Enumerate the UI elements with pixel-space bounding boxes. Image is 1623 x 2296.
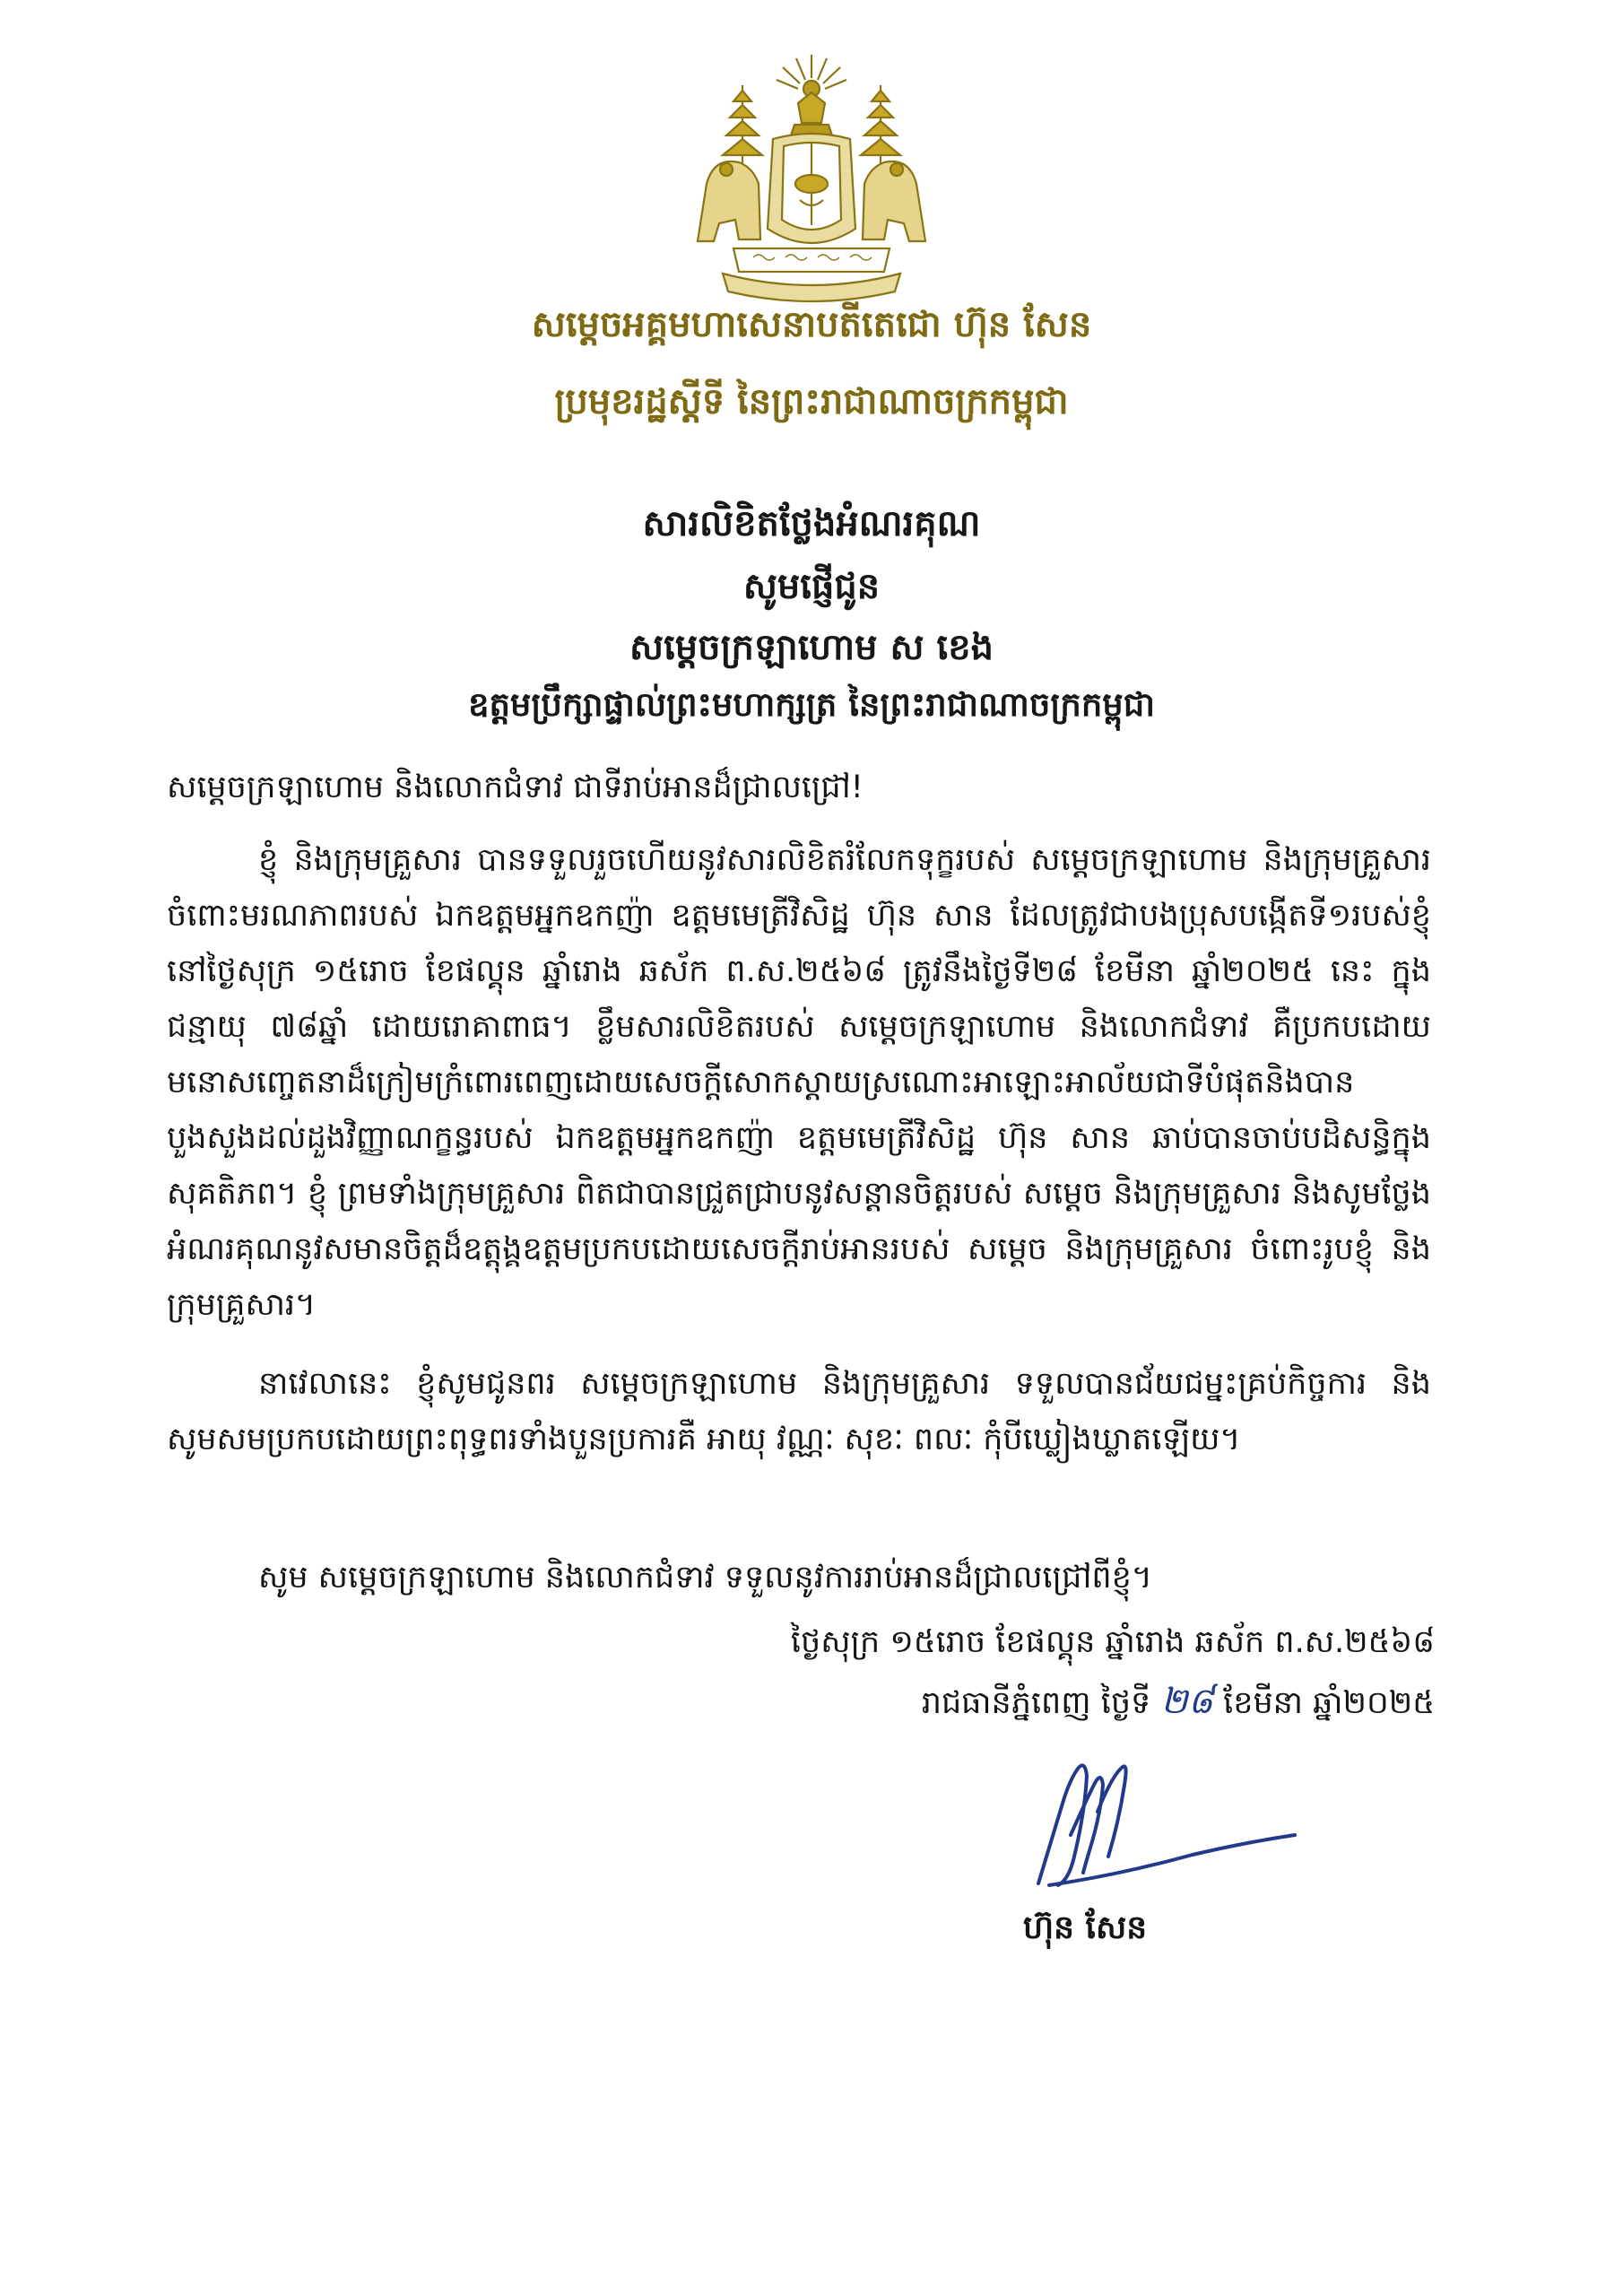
body-paragraph-3: សូម សម្តេចក្រឡាហោម និងលោកជំទាវ ទទួលនូវការរាប់អានដ៏ជ្រាលជ្រៅពីខ្ញុំ។ xyxy=(258,1560,1152,1596)
body-paragraph-2: នាវេលានេះ ខ្ញុំសូមជូនពរ សម្តេចក្រឡាហោម និងក្រុមគ្រួសារ ទទួលបានជ័យជម្នះគ្រប់កិច្ចការ និងសូមសមប្រកបដោយព្រះពុទ្ធពរទាំងបួនប្រការគឺ អាយុ វណ្ណៈ សុខៈ ពលៈ កុំបីឃ្លៀងឃ្លាតឡើយ។ xyxy=(167,1366,1431,1457)
lunar-date: ថ្ងៃសុក្រ ១៥រោច ខែផល្គុន ឆ្នាំរោង ឆស័ក ព.ស.២៥៦៨ xyxy=(790,1624,1435,1660)
recipient-name: សម្ដេចក្រឡាហោម ស ខេង xyxy=(629,627,994,668)
letter-title: សារលិខិតថ្លែងអំណរគុណ xyxy=(642,503,981,544)
salutation: សម្តេចក្រឡាហោម និងលោកជំទាវ ជាទីរាប់អានដ៏ជ្រាលជ្រៅ! xyxy=(167,770,864,805)
royal-emblem xyxy=(687,49,936,305)
sender-title: សម្ដេចអគ្គមហាសេនាបតីតេជោ ហ៊ុន សែន xyxy=(531,304,1092,345)
left-lion-icon xyxy=(698,161,760,241)
sender-position: ប្រមុខរដ្ឋស្ដីទី នៃព្រះរាជាណាចក្រកម្ពុជា xyxy=(554,381,1069,422)
right-lion-icon xyxy=(863,161,925,241)
body-paragraph-1: ខ្ញុំ និងក្រុមគ្រួសារ បានទទួលរួចហើយនូវសារលិខិតរំលែកទុក្ខរបស់ សម្តេចក្រឡាហោម និងក្រុមគ្រួសារ ចំពោះមរណភាពរបស់ ឯកឧត្តមអ្នកឧកញ៉ា ឧត្តមមេត្រីវិសិដ្ឋ ហ៊ុន សាន ដែលត្រូវជាបងប្រុសបង្កើតទី១របស់ខ្ញុំ នៅថ្ងៃសុក្រ ១៥រោច ខែផល្គុន ឆ្នាំរោង ឆស័ក ព.ស.២៥៦៨ ត្រូវនឹងថ្ងៃទី២៨ ខែមីនា ឆ្នាំ២០២៥ នេះ ក្នុងជន្មាយុ ៧៨ឆ្នាំ ដោយរោគាពាធ។ ខ្លឹមសារលិខិតរបស់ សម្តេចក្រឡាហោម និងលោកជំទាវ គឺប្រកបដោយមនោសញ្ចេតនាដ៏ក្រៀមក្រំពោរពេញដោយសេចក្តីសោកស្តាយស្រណោះអាឡោះអាល័យជាទីបំផុតនិងបានបួងសួងដល់ដួងវិញ្ញាណក្ខន្ធរបស់ ឯកឧត្តមអ្នកឧកញ៉ា ឧត្តមមេត្រីវិសិដ្ឋ ហ៊ុន សាន ឆាប់បានចាប់បដិសន្ធិក្នុងសុគតិភព។ ខ្ញុំ ព្រមទាំងក្រុមគ្រួសារ ពិតជាបានជ្រួតជ្រាបនូវសន្តានចិត្តរបស់ សម្តេច និងក្រុមគ្រួសារ និងសូមថ្លែងអំណរគុណនូវសមានចិត្តដ៏ឧត្តុង្គឧត្តមប្រកបដោយសេចក្តីរាប់អានរបស់ សម្តេច និងក្រុមគ្រួសារ ចំពោះរូបខ្ញុំ និងក្រុមគ្រួសារ។ xyxy=(167,842,1431,1323)
handwritten-day: ២៨ xyxy=(1160,1681,1213,1722)
addressed-to-label: សូមផ្ញើជូន xyxy=(742,566,881,607)
solar-date xyxy=(628,1675,1435,1729)
solar-date-suffix: ខែមីនា ឆ្នាំ២០២៥ xyxy=(1223,1685,1435,1721)
recipient-position: ឧត្តមប្រឹក្សាផ្ទាល់ព្រះមហាក្សត្រ នៃព្រះរាជាណាចក្រកម្ពុជា xyxy=(467,685,1156,724)
solar-date-prefix: រាជធានីភ្នំពេញ ថ្ងៃទី xyxy=(921,1685,1151,1721)
signer-name: ហ៊ុន សែន xyxy=(1022,1909,1148,1946)
handwritten-signature xyxy=(1022,1749,1309,1901)
